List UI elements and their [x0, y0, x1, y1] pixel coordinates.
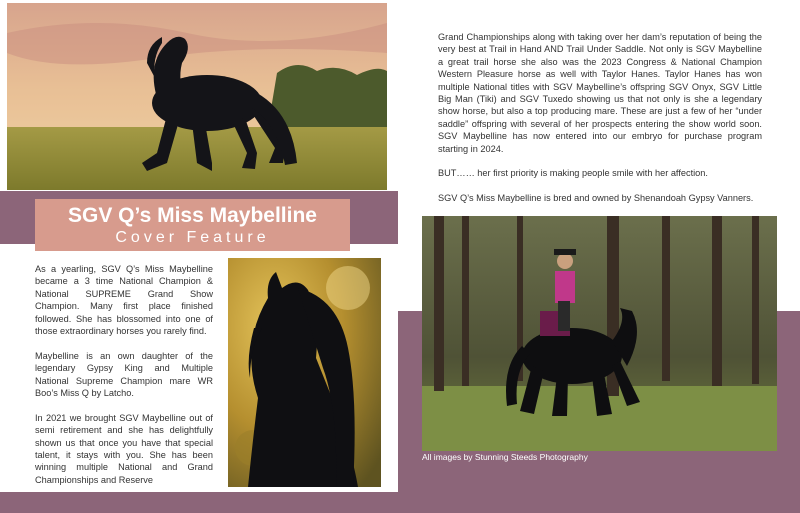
left-paragraph-3: In 2021 we brought SGV Maybelline out of semi retirement and she has delightfully shown us that once you have that special talent, it stays with you. She has been winning multiple National and Grand Championships and Reserve [35, 412, 213, 485]
right-paragraph-2: BUT…… her first priority is making people smile with her affection. [438, 168, 708, 179]
photo-credit-caption: All images by Stunning Steeds Photography [422, 452, 588, 462]
left-column-text [35, 263, 213, 499]
photo-horse-sunset [7, 3, 387, 190]
right-paragraph-3: SGV Q’s Miss Maybelline is bred and owned by Shenandoah Gypsy Vanners. [438, 193, 754, 204]
photo-horse-portrait [228, 258, 381, 487]
photo-rider-forest [422, 216, 777, 451]
left-paragraph-2: Maybelline is an own daughter of the legendary Gypsy King and Multiple National Supreme Champion mare WR Boo’s Miss Q by Latcho. [35, 350, 213, 399]
article-subtitle: Cover Feature [115, 229, 270, 246]
left-paragraph-1: As a yearling, SGV Q’s Miss Maybelline became a 3 time National Champion & National SUPREME Grand Show Champion. Many first place finished followed. She has blossomed into one of those extraordinary horses you rarely find. [35, 264, 213, 337]
title-box [35, 199, 350, 251]
article-title: SGV Q’s Miss Maybelline [68, 204, 317, 227]
right-paragraph-1: Grand Championships along with taking over her dam’s reputation of being the very best at Trail in Hand AND Trail Under Saddle. Not only is SGV Maybelline a great trail horse she also was the 2023 Congress & National Champion Western Pleasure horse as well with Taylor Hanes. Taylor Hanes has won multiple National titles with SGV Maybelline’s offspring SGV Onyx, SGV Little Big Man (Tiki) and SGV Tuxedo showing us that not only is she a legendary show horse, but also a top producing mare. These are just a few of her “under saddle” offspring with several of her prospects entering the show world soon. SGV Maybelline has now entered into our embryo for purchase program starting in 2024. [438, 32, 762, 154]
right-column-text [438, 31, 762, 217]
